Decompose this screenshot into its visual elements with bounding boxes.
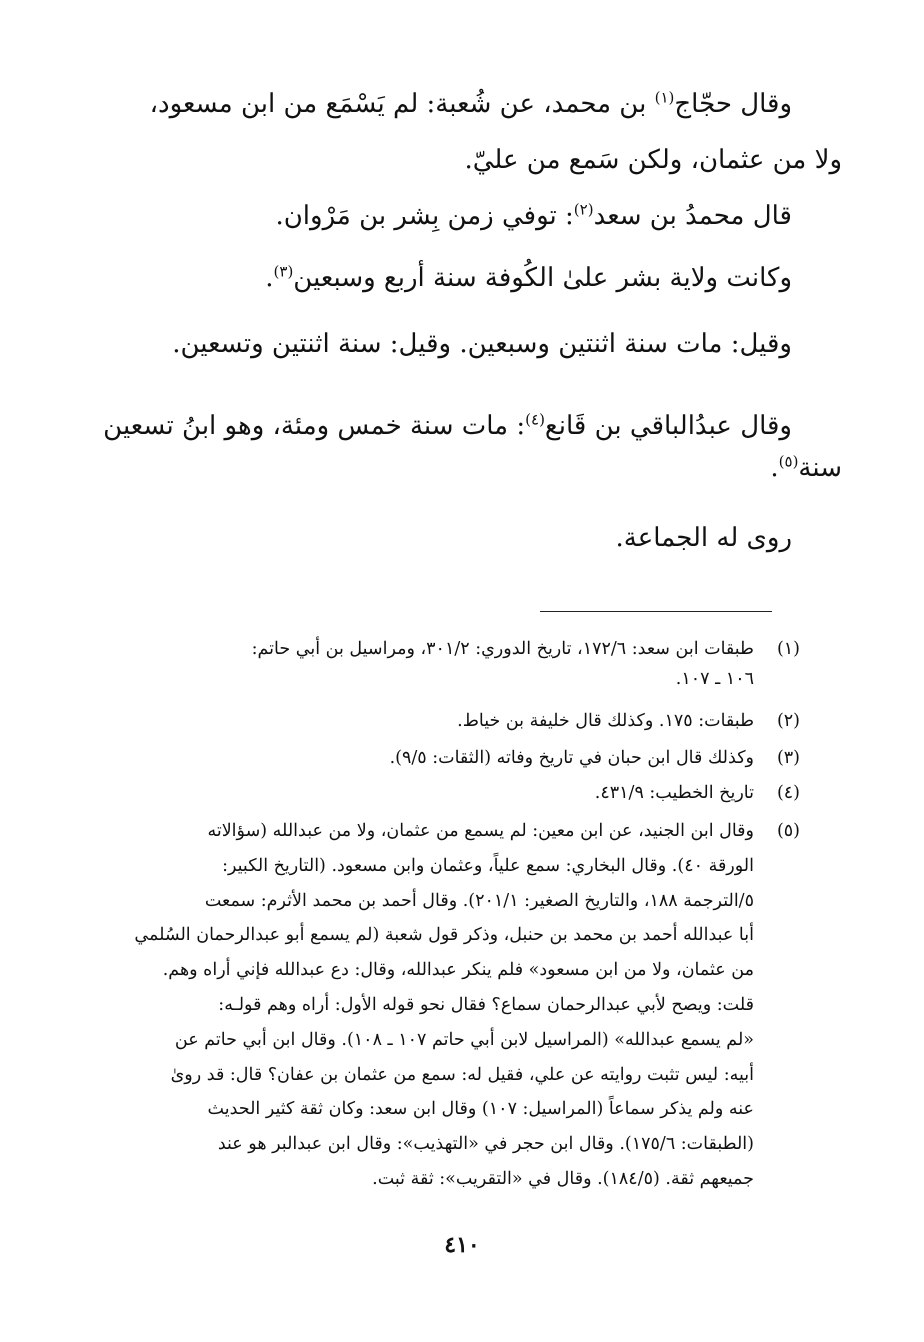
- footnote-line: (الطبقات: ١٧٥/٦). وقال ابن حجر في «التهذيب»: وقال ابن عبدالبر هو عند: [217, 1134, 754, 1155]
- footnote-line: من عثمان، ولا من ابن مسعود» فلم ينكر عبدالله، وقال: دع عبدالله فإني أراه وهم.: [162, 960, 754, 981]
- paragraph-3: وكانت ولاية بشر علىٰ الكُوفة سنة أربع وسبعين$^{(٣)}$.: [265, 262, 792, 293]
- page-number: ٤١٠: [444, 1232, 480, 1258]
- footnote-line: أبا عبدالله أحمد بن محمد بن حنبل، وذكر قول شعبة (لم يسمع أبو عبدالرحمان السُلمي: [134, 925, 754, 946]
- paragraph-2: قال محمدُ بن سعد$^{(٢)}$: توفي زمن بِشر بن مَرْوان.: [275, 200, 792, 231]
- footnote-line: «لم يسمع عبدالله» (المراسيل لابن أبي حاتم ١٠٧ ـ ١٠٨). وقال ابن أبي حاتم عن: [174, 1029, 754, 1050]
- paragraph-5-line-2: سنة$^{(٥)}$.: [770, 452, 842, 483]
- footnote-number: (٤): [776, 783, 800, 803]
- footnote-line: جميعهم ثقة. (١٨٤/٥). وقال في «التقريب»: ثقة ثبت.: [372, 1168, 754, 1189]
- footnote-line: ٥/الترجمة ١٨٨، والتاريخ الصغير: ٢٠١/١). وقال أحمد بن محمد الأثرم: سمعت: [204, 890, 754, 911]
- paragraph-1-line-1: وقال حجّاج$^{(١)}$ بن محمد، عن شُعبة: لم يَسْمَع من ابن مسعود،: [149, 88, 792, 119]
- footnote-5: [80, 814, 800, 1197]
- footnote-separator: [540, 611, 772, 612]
- footnote-number: (١): [776, 639, 800, 659]
- footnote-line: ١٠٦ ـ ١٠٧.: [675, 669, 754, 689]
- footnote-number: (٣): [776, 748, 800, 768]
- footnote-line: الورقة ٤٠). وقال البخاري: سمع علياً، وعثمان وابن مسعود. (التاريخ الكبير:: [222, 855, 754, 876]
- footnote-ref-3: (٣): [273, 262, 294, 281]
- footnote-line: وقال ابن الجنيد، عن ابن معين: لم يسمع من عثمان، ولا من عبدالله (سؤالاته: [207, 821, 754, 841]
- footnote-3: [80, 743, 800, 773]
- main-text: [70, 76, 842, 188]
- footnote-number: (٢): [776, 711, 800, 731]
- footnote-ref-2: (٢): [573, 200, 594, 219]
- footnote-line: عنه ولم يذكر سماعاً (المراسيل: ١٠٧) وقال ابن سعد: وكان ثقة كثير الحديث: [207, 1099, 754, 1120]
- footnote-ref-1: (١): [654, 88, 675, 107]
- footnote-line: قلت: ويصح لأبي عبدالرحمان سماع؟ فقال نحو قوله الأول: أراه وهم قولـه:: [218, 994, 754, 1015]
- footnote-ref-5: (٥): [778, 452, 799, 471]
- footnote-line: وكذلك قال ابن حبان في تاريخ وفاته (الثقات: ٩/٥).: [389, 748, 754, 768]
- footnote-2: [80, 706, 800, 736]
- footnote-number: (٥): [776, 821, 800, 841]
- footnote-line: تاريخ الخطيب: ٤٣١/٩.: [594, 783, 754, 803]
- footnote-line: أبيه: ليس تثبت روايته عن علي، فقيل له: سمع من عثمان بن عفان؟ قال: قد روىٰ: [170, 1064, 754, 1085]
- paragraph-4: وقيل: مات سنة اثنتين وسبعين. وقيل: سنة اثنتين وتسعين.: [172, 329, 792, 359]
- paragraph-6: روى له الجماعة.: [615, 523, 792, 553]
- footnote-line: طبقات: ١٧٥. وكذلك قال خليفة بن خياط.: [457, 711, 754, 731]
- footnote-line: طبقات ابن سعد: ١٧٢/٦، تاريخ الدوري: ٣٠١/٢، ومراسيل بن أبي حاتم:: [251, 639, 754, 659]
- footnote-ref-4: (٤): [525, 410, 545, 429]
- footnote-4: [80, 778, 800, 808]
- footnote-1: [80, 634, 800, 694]
- paragraph-1-line-2: ولا من عثمان، ولكن سَمع من عليّ.: [464, 145, 842, 175]
- paragraph-5: [70, 398, 842, 496]
- paragraph-5-line-1: وقال عبدُالباقي بن قَانع$^{(٤)}$: مات سنة خمس ومئة، وهو ابنُ تسعين: [103, 410, 792, 441]
